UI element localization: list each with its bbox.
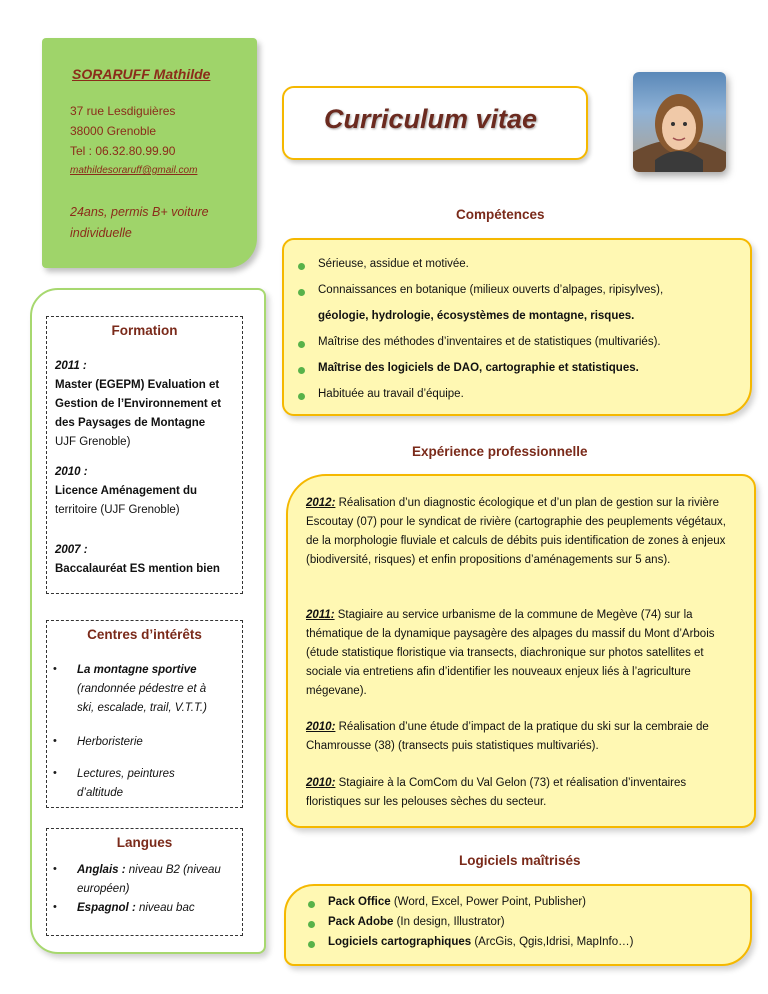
experience-item: 2010: Stagiaire à la ComCom du Val Gelon (73) et réalisation d’inventaires floristiques sur les pelouses sèches du secteur. bbox=[306, 777, 687, 808]
personal-info: 24ans, permis B+ voiture individuelle bbox=[70, 205, 209, 240]
candidate-name: SORARUFF Mathilde bbox=[72, 66, 211, 82]
interests-box bbox=[46, 620, 243, 808]
skills-heading: Compétences bbox=[456, 207, 545, 222]
experience-item: 2012: Réalisation d’un diagnostic écologique et d’un plan de gestion sur la rivière Escoutay (07) pour le syndicat de rivière (cartographie des peuplements végétaux, de la morphologie fluviale et calculs de débits puis identification de zones à enjeux (biodiversité, risques) et enfin propositions d’aménagements sur 5 ans). bbox=[306, 497, 726, 566]
left-column bbox=[30, 288, 266, 954]
bullet-icon bbox=[298, 393, 305, 400]
formation-item-2010: 2010 : Licence Aménagement du territoire (UJF Grenoble) bbox=[55, 466, 198, 516]
profile-photo bbox=[633, 72, 726, 172]
software-item: Logiciels cartographiques (ArcGis, Qgis,Idrisi, MapInfo…) bbox=[328, 936, 634, 948]
software-item: Pack Office (Word, Excel, Power Point, Publisher) bbox=[328, 896, 587, 908]
formation-heading: Formation bbox=[111, 323, 178, 338]
address-line-2: 38000 Grenoble bbox=[70, 124, 157, 138]
language-item: Anglais : niveau B2 (niveau européen) bbox=[77, 864, 221, 895]
skill-item: Connaissances en botanique (milieux ouverts d’alpages, ripisylves), bbox=[318, 284, 664, 296]
skills-box bbox=[282, 238, 752, 416]
bullet-icon: • bbox=[53, 901, 57, 913]
bullet-icon: • bbox=[53, 663, 57, 675]
bullet-icon: • bbox=[53, 863, 57, 875]
skill-item-continued: géologie, hydrologie, écosystèmes de montagne, risques. bbox=[318, 310, 635, 322]
formation-item-2007: 2007 : Baccalauréat ES mention bien bbox=[55, 544, 220, 575]
email-link[interactable]: mathildesoraruff@gmail.com bbox=[70, 165, 198, 176]
skill-item: Maîtrise des logiciels de DAO, cartographie et statistiques. bbox=[318, 362, 639, 374]
experience-item: 2010: Réalisation d’une étude d’impact de la pratique du ski sur la cembraie de Chamrousse (38) (transects puis statistiques multivariés). bbox=[306, 721, 709, 752]
phone: Tel : 06.32.80.99.90 bbox=[70, 144, 176, 158]
bullet-icon bbox=[308, 901, 315, 908]
portrait-image bbox=[633, 72, 726, 172]
languages-box bbox=[46, 828, 243, 936]
experience-item: 2011: Stagiaire au service urbanisme de la commune de Megève (74) sur la thématique de la dynamique paysagère des alpages du massif du Mont d’Arbois (étude statistique floristique via transects, diachronique sur photos satellites et sociale via entretiens afin d’identifier les nouveaux enjeux liés à l’agriculture mégevane). bbox=[306, 609, 715, 697]
document-title: Curriculum vitae bbox=[324, 104, 538, 134]
software-item: Pack Adobe (In design, Illustrator) bbox=[328, 916, 505, 928]
languages-heading: Langues bbox=[116, 835, 173, 850]
interest-item: La montagne sportive (randonnée pédestre et à ski, escalade, trail, V.T.T.) bbox=[77, 664, 207, 714]
bullet-icon bbox=[308, 941, 315, 948]
address-line-1: 37 rue Lesdiguières bbox=[70, 104, 176, 118]
interest-item: Lectures, peintures d’altitude bbox=[77, 768, 175, 799]
bullet-icon: • bbox=[53, 735, 57, 747]
title-box bbox=[282, 86, 588, 160]
formation-item-2011: 2011 : Master (EGEPM) Evaluation et Gestion de l’Environnement et des Paysages de Montagne UJF Grenoble) bbox=[55, 360, 222, 448]
skill-item: Maîtrise des méthodes d’inventaires et de statistiques (multivariés). bbox=[318, 336, 661, 348]
language-item: Espagnol : niveau bac bbox=[77, 902, 195, 914]
experience-box bbox=[286, 474, 756, 828]
formation-box bbox=[46, 316, 243, 594]
skill-item: Habituée au travail d’équipe. bbox=[318, 388, 464, 400]
experience-heading: Expérience professionnelle bbox=[412, 444, 588, 459]
bullet-icon bbox=[298, 289, 305, 296]
software-box bbox=[284, 884, 752, 966]
software-heading: Logiciels maîtrisés bbox=[459, 853, 581, 868]
bullet-icon bbox=[298, 263, 305, 270]
contact-card bbox=[42, 38, 257, 268]
bullet-icon bbox=[308, 921, 315, 928]
interest-item: Herboristerie bbox=[77, 736, 143, 748]
bullet-icon bbox=[298, 341, 305, 348]
bullet-icon bbox=[298, 367, 305, 374]
interests-heading: Centres d’intérêts bbox=[87, 627, 202, 642]
bullet-icon: • bbox=[53, 767, 57, 779]
skill-item: Sérieuse, assidue et motivée. bbox=[318, 258, 469, 270]
